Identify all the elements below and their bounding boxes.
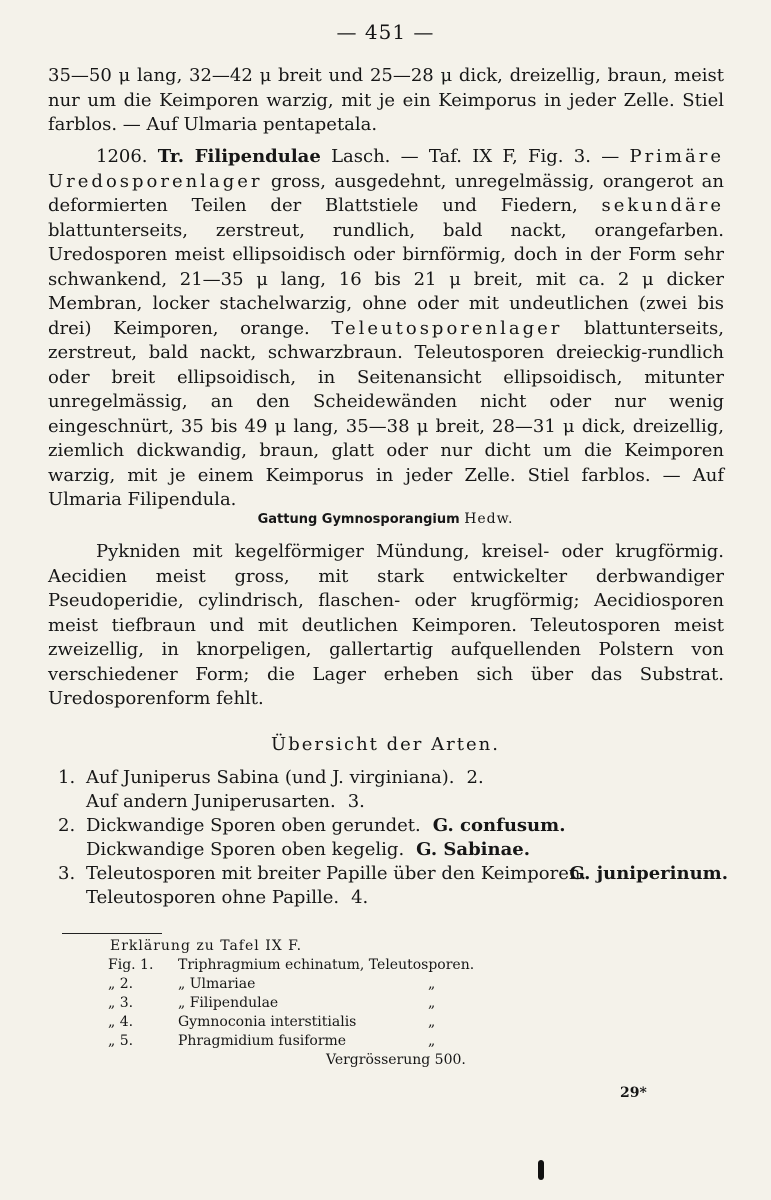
fig-description: Phragmidium fusiforme: [178, 1033, 347, 1049]
genus-description: Pykniden mit kegelförmiger Mündung, kreisel- oder krugförmig. Aecidien meist gross, mit stark entwickelter derbwandiger Pseudoperidie, cylindrisch, flaschen- oder krugförmig; Aecidiosporen meist tiefbraun und mit deutlichen Keimporen. Teleutosporen meist zweizellig, in knorpeligen, gallertartig aufquellenden Polstern von verschiedener Form; die Lager erheben sich über das Substrat. Uredosporenform fehlt.: [48, 541, 724, 709]
key-text: [86, 886, 368, 910]
plate-explanation-title: Erklärung zu Tafel IX F.: [110, 938, 303, 954]
continuation-text: 35—50 μ lang, 32—42 μ breit und 25—28 μ dick, dreizellig, braun, meist nur um die Keimporen warzig, mit je ein Keimporus in jeder Zelle. Stiel farblos. — Auf Ulmaria pentapetala.: [48, 65, 724, 135]
signature-mark: 29*: [620, 1085, 647, 1101]
species-paragraph: [48, 145, 724, 513]
overview-title: Übersicht der Arten.: [271, 734, 500, 755]
genus-label: Gattung Gymnosporangium: [257, 512, 460, 527]
key-text: [86, 838, 530, 862]
fig-number: Fig. 1.: [108, 957, 154, 973]
fig-ditto: „: [428, 976, 436, 992]
key-row: [58, 838, 728, 862]
fig-number: „ 3.: [108, 995, 134, 1011]
teleuto-label: Teleutosporenlager: [331, 317, 563, 339]
key-row: [58, 886, 728, 910]
species-text-2: blattunterseits, zerstreut, rundlich, bald nackt, orangefarben. Uredosporen meist ellipsoidisch oder birnförmig, doch in der Form sehr schwankend, 21—35 μ lang, 16 bis 21 μ breit, mit ca. 2 μ dicker Membran, locker stachelwarzig, ohne oder mit undeutlichen (zwei bis drei) Keimporen, orange.: [48, 219, 724, 339]
key-statement: Auf Juniperus Sabina (und J. virginiana).: [86, 767, 455, 788]
key-number: 3.: [58, 863, 76, 884]
genus-description-block: [48, 540, 724, 712]
genus-heading: [0, 511, 771, 527]
species-reference: Lasch. — Taf. IX F, Fig. 3. —: [331, 146, 620, 167]
genus-author: Hedw.: [464, 511, 514, 527]
key-row: [58, 814, 728, 838]
key-result: 4.: [351, 887, 369, 908]
key-text: [86, 814, 565, 838]
species-name: Tr. Filipendulae: [157, 146, 321, 167]
species-number: 1206.: [96, 146, 148, 167]
key-statement: Dickwandige Sporen oben gerundet.: [86, 815, 421, 836]
key-text: [86, 766, 484, 790]
magnification-row: [80, 1051, 520, 1070]
plate-row: [80, 1013, 520, 1032]
key-text: [86, 790, 365, 814]
key-statement: Teleutosporen ohne Papille.: [86, 887, 340, 908]
key-result: 3.: [347, 791, 365, 812]
fig-number: „ 5.: [108, 1033, 134, 1049]
key-row: [58, 766, 728, 790]
key-row: [58, 790, 728, 814]
ink-speck: [538, 1160, 544, 1180]
fig-ditto: „: [428, 995, 436, 1011]
footnote-divider: [62, 933, 162, 934]
secondary-label: sekundäre: [601, 195, 724, 216]
fig-description: Triphragmium echinatum, Teleutosporen.: [178, 957, 475, 973]
species-text-1: gross, ausgedehnt, unregelmässig, orangerot an deformierten Teilen der Blattstiele und Fiedern,: [48, 170, 724, 216]
fig-description: „ Ulmariae: [178, 976, 256, 992]
key-number: 1.: [58, 767, 76, 788]
species-text-3: blattunterseits, zerstreut, bald nackt, schwarzbraun. Teleutosporen dreieckig-rundlich oder breit ellipsoidisch, in Seitenansicht ellipsoidisch, mitunter unregelmässig, an den Scheidewänden nicht oder nur wenig eingeschnürt, 35 bis 49 μ lang, 35—38 μ breit, 28—31 μ dick, dreizellig, ziemlich dickwandig, braun, glatt oder nur dicht um die Keimporen warzig, mit je einem Keimporus in jeder Zelle. Stiel farblos. — Auf Ulmaria Filipendula.: [48, 317, 724, 510]
species-entry: [48, 145, 724, 513]
magnification: Vergrösserung 500.: [326, 1052, 466, 1068]
plate-row: [80, 1032, 520, 1051]
continuation-paragraph: [48, 64, 724, 138]
fig-number: „ 2.: [108, 976, 134, 992]
fig-ditto: „: [428, 1033, 436, 1049]
key-row: [58, 862, 728, 886]
key-result: G. juniperinum.: [569, 863, 728, 884]
page-header: — 451 —: [336, 20, 435, 44]
plate-explanation: [80, 937, 520, 1070]
fig-description: „ Filipendulae: [178, 995, 279, 1011]
key-statement: Auf andern Juniperusarten.: [86, 791, 336, 812]
fig-description: Gymnoconia interstitialis: [178, 1014, 357, 1030]
plate-row: [80, 975, 520, 994]
key-text: Teleutosporen mit breiter Papille über den Keimporen.: [86, 863, 587, 884]
fig-ditto: „: [428, 1014, 436, 1030]
key-result: 2.: [466, 767, 484, 788]
fig-number: „ 4.: [108, 1014, 134, 1030]
plate-row: [80, 956, 520, 975]
key-result: G. confusum.: [432, 815, 566, 836]
key-number: 2.: [58, 815, 76, 836]
plate-row: [80, 994, 520, 1013]
species-key: [58, 766, 728, 910]
primary-uredo-label: Primäre Uredosporenlager: [48, 146, 724, 192]
key-result: G. Sabinae.: [416, 839, 530, 860]
key-statement: Dickwandige Sporen oben kegelig.: [86, 839, 405, 860]
